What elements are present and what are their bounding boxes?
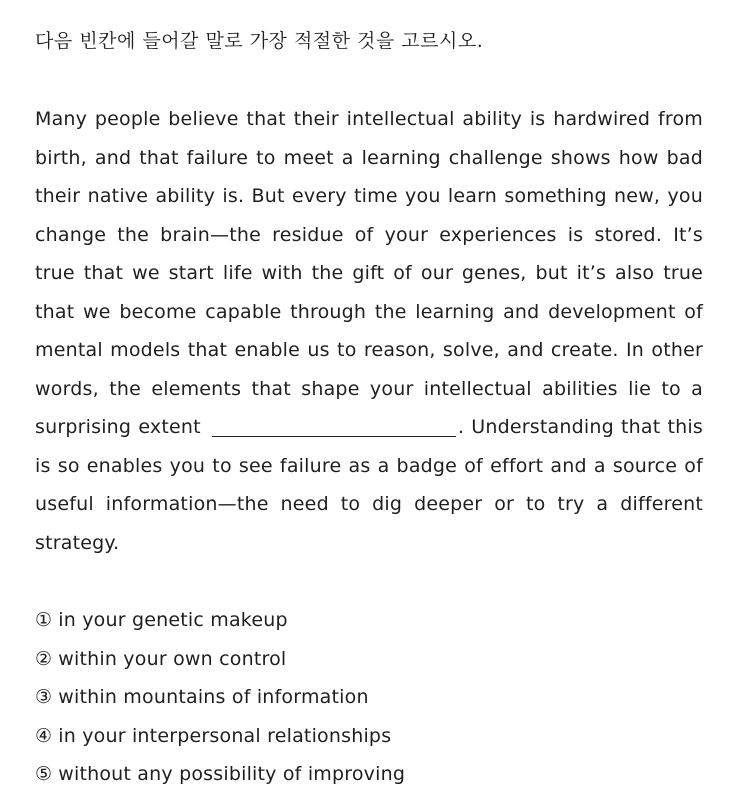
choice-number: ③ <box>35 686 53 708</box>
choice-1[interactable] <box>35 601 405 640</box>
choice-number: ① <box>35 609 53 631</box>
choice-text: within your own control <box>58 647 287 670</box>
choice-3[interactable] <box>35 678 405 717</box>
answer-choices <box>35 601 405 794</box>
choice-text: in your interpersonal relationships <box>58 724 392 747</box>
question-instruction: 다음 빈칸에 들어갈 말로 가장 적절한 것을 고르시오. <box>35 30 484 52</box>
answer-blank <box>212 416 456 437</box>
choice-text: in your genetic makeup <box>58 609 288 631</box>
choice-number: ② <box>35 647 53 670</box>
choice-number: ⑤ <box>35 763 53 785</box>
choice-text: without any possibility of improving <box>58 763 406 785</box>
choice-text: within mountains of information <box>58 686 369 708</box>
choice-5[interactable] <box>35 755 405 794</box>
passage-text-before-blank: Many people believe that their intellectual ability is hardwired from birth, and that failure to meet a learning challenge shows how bad their native ability is. But every time you learn something new, you change the brain—the residue of your experiences is stored. It’s true that we start life with the gift of our genes, but it’s also true that we become capable through the learning and development of mental models that enable us to reason, solve, and create. In other words, the elements that shape your intellectual abilities lie to a surprising extent <box>35 108 703 438</box>
choice-2[interactable] <box>35 640 405 679</box>
reading-passage <box>35 100 703 562</box>
choice-number: ④ <box>35 724 53 747</box>
passage-text-after-blank: . Understanding that this is so enables you to see failure as a badge of effort and a source of useful information—the need to dig deeper or to try a different strategy. <box>35 416 703 554</box>
choice-4[interactable] <box>35 717 405 756</box>
